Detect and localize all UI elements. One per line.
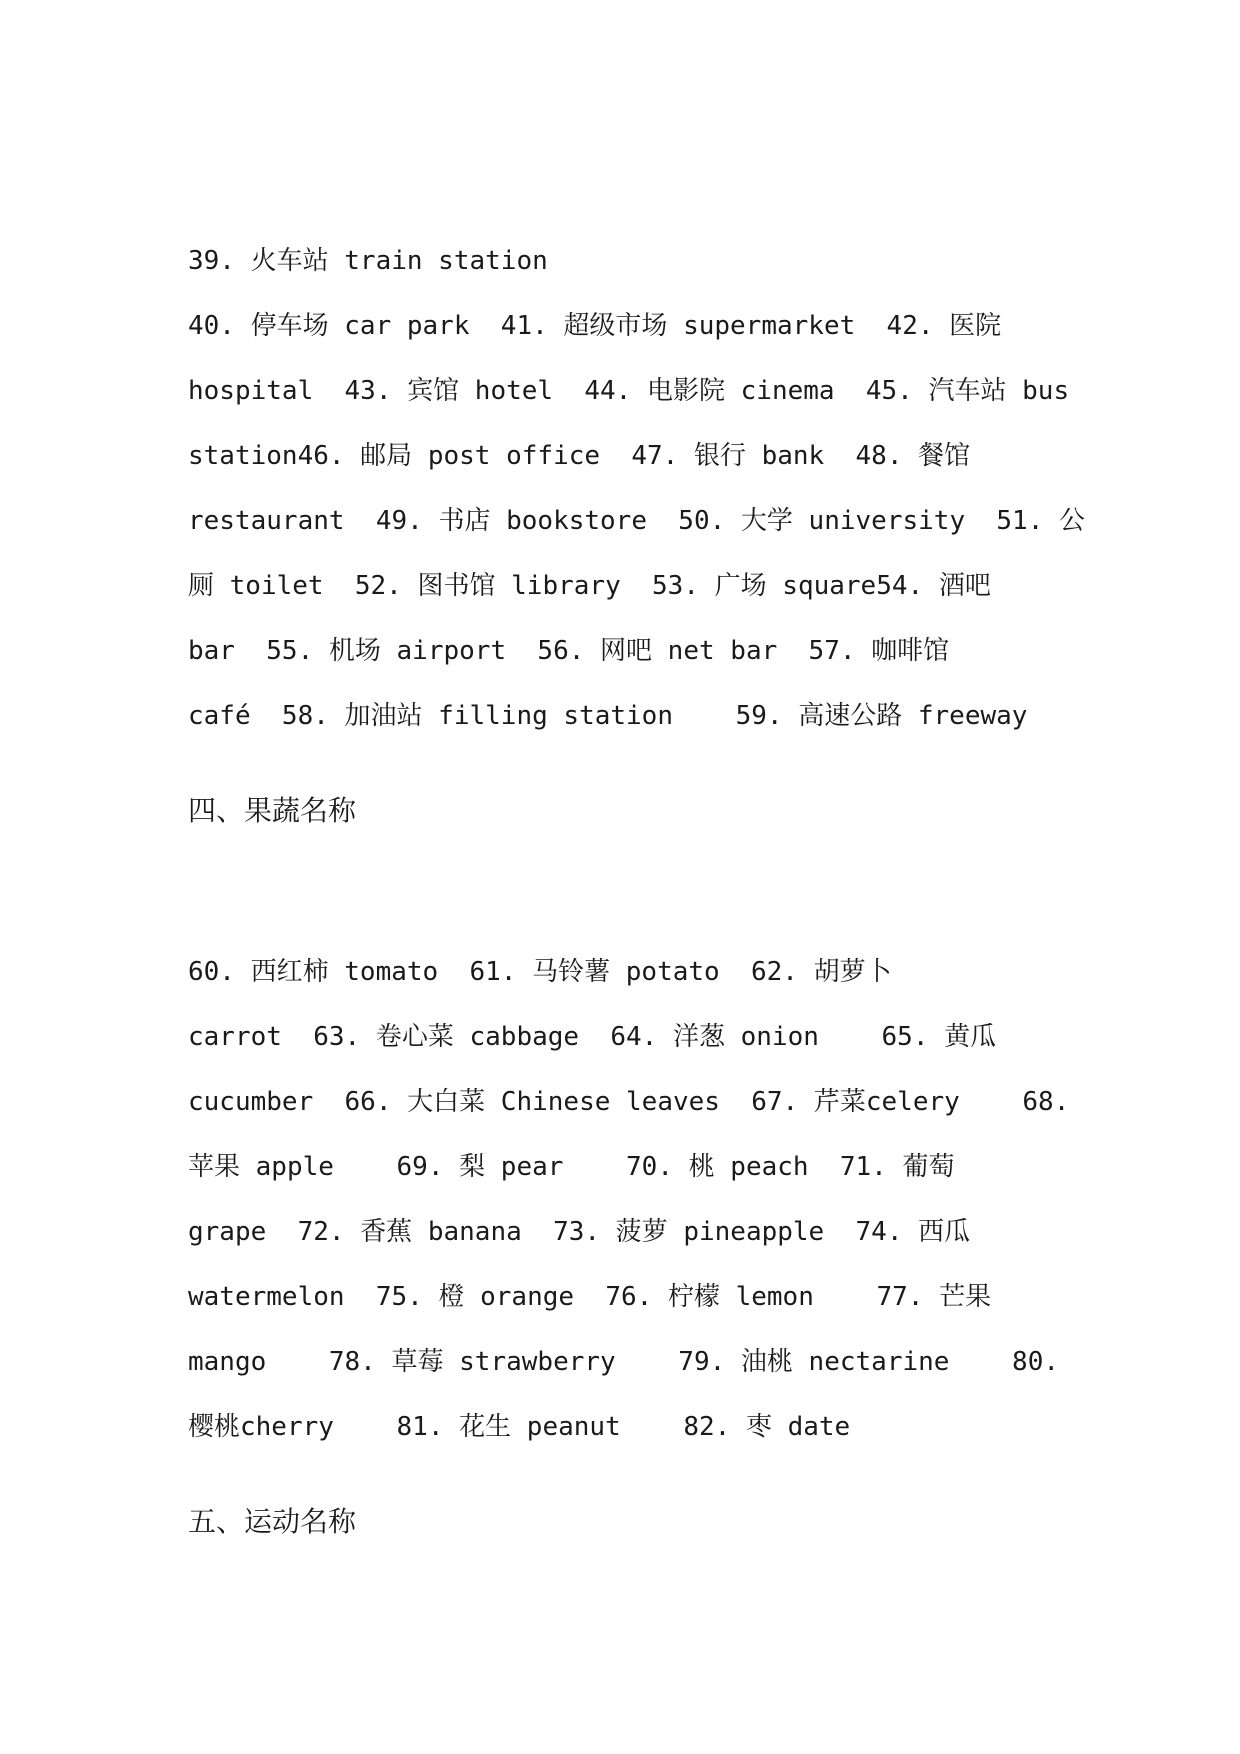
text-line: grape 72. 香蕉 banana 73. 菠萝 pineapple 74. 西瓜 xyxy=(188,1217,971,1247)
text-line: 39. 火车站 train station xyxy=(188,246,548,276)
section-heading-fruits-vegetables: 四、果蔬名称 xyxy=(188,794,357,827)
text-line: bar 55. 机场 airport 56. 网吧 net bar 57. 咖啡馆 xyxy=(188,636,950,666)
text-line: station46. 邮局 post office 47. 银行 bank 48. 餐馆 xyxy=(188,441,971,471)
text-line: café 58. 加油站 filling station 59. 高速公路 freeway xyxy=(188,701,1028,731)
text-line: mango 78. 草莓 strawberry 79. 油桃 nectarine 80. xyxy=(188,1347,1060,1377)
text-line: 苹果 apple 69. 梨 pear 70. 桃 peach 71. 葡萄 xyxy=(188,1152,955,1182)
text-line: 樱桃cherry 81. 花生 peanut 82. 枣 date xyxy=(188,1412,851,1442)
text-line: cucumber 66. 大白菜 Chinese leaves 67. 芹菜celery 68. xyxy=(188,1087,1070,1117)
text-line: watermelon 75. 橙 orange 76. 柠檬 lemon 77. 芒果 xyxy=(188,1282,992,1312)
text-line: 厕 toilet 52. 图书馆 library 53. 广场 square54. 酒吧 xyxy=(188,571,991,601)
text-line: carrot 63. 卷心菜 cabbage 64. 洋葱 onion 65. 黄瓜 xyxy=(188,1022,997,1052)
text-line: 40. 停车场 car park 41. 超级市场 supermarket 42. 医院 xyxy=(188,311,1002,341)
section-heading-sports: 五、运动名称 xyxy=(188,1505,357,1538)
text-line: hospital 43. 宾馆 hotel 44. 电影院 cinema 45. 汽车站 bus xyxy=(188,376,1070,406)
text-line: restaurant 49. 书店 bookstore 50. 大学 university 51. 公 xyxy=(188,506,1086,536)
text-line: 60. 西红柿 tomato 61. 马铃薯 potato 62. 胡萝卜 xyxy=(188,957,892,987)
